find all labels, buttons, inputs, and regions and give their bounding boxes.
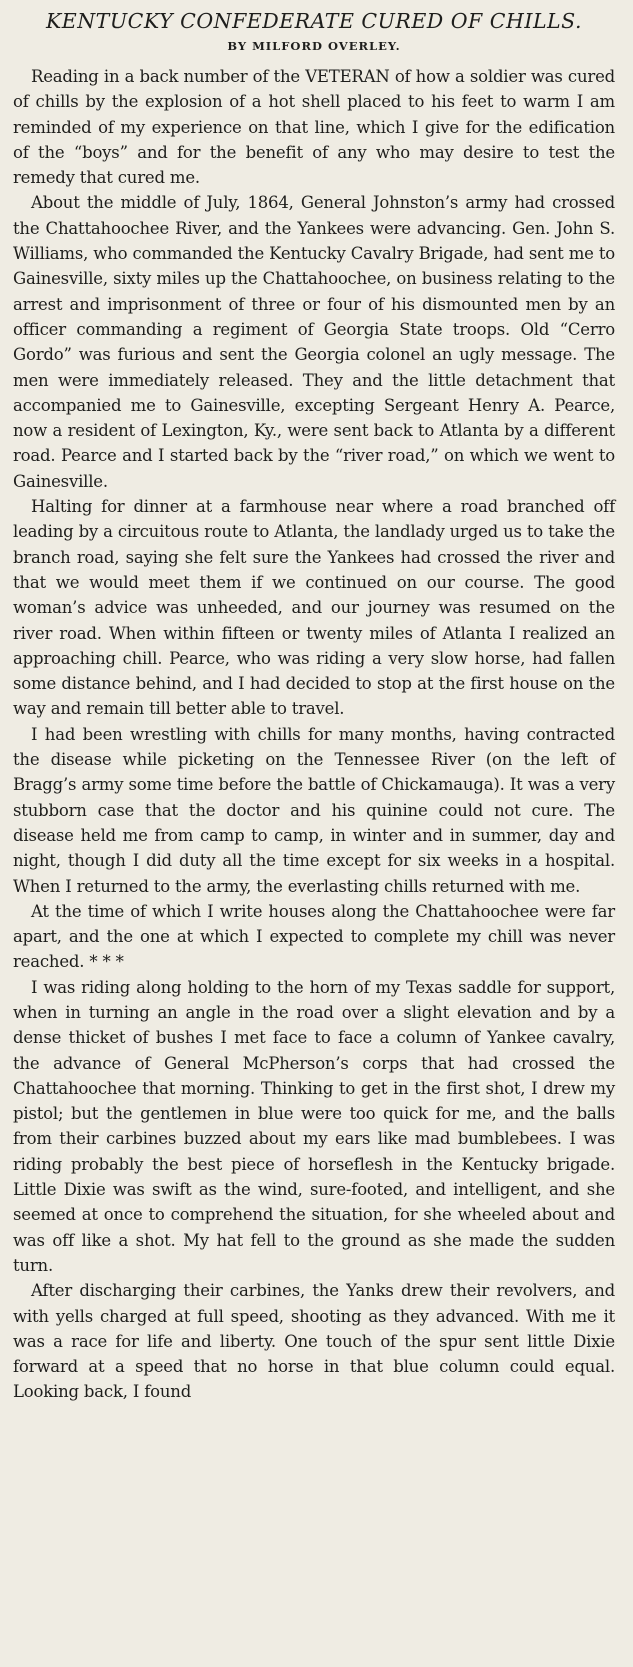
article-title: KENTUCKY CONFEDERATE CURED OF CHILLS. [45, 9, 583, 33]
paragraph: At the time of which I write houses along the Chattahoochee were far apart, and the one at which I expected to complete my chill was never reached. * * * [13, 901, 615, 972]
paragraph: I was riding along holding to the horn of my Texas saddle for support, when in turning an angle in the road over a slight elevation and by a dense thicket of bushes I met face to face a column of Yankee cavalry, the advance of General McPherson’s corps that had crossed the Chattahoochee that morning. Thinking to get in the first shot, I drew my pistol; but the gentlemen in blue were too quick for me, and the balls from their carbines buzzed about my ears like mad bumblebees. I was riding probably the best piece of horseflesh in the Kentucky brigade. Little Dixie was swift as the wind, sure-footed, and intelligent, and she seemed at once to comprehend the situation, for she wheeled about and was off like a shot. My hat fell to the ground as she made the sudden turn. [13, 977, 615, 1275]
paragraph: Halting for dinner at a farmhouse near where a road branched off leading by a circuitous route to Atlanta, the landlady urged us to take the branch road, saying she felt sure the Yankees had crossed the river and that we would meet them if we continued on our course. The good woman’s advice was unheeded, and our journey was resumed on the river road. When within fifteen or twenty miles of Atlanta I realized an approaching chill. Pearce, who was riding a very slow horse, had fallen some distance behind, and I had decided to stop at the first house on the way and remain till better able to travel. [13, 497, 615, 719]
article-body [13, 64, 615, 1405]
article-byline: BY MILFORD OVERLEY. [227, 39, 401, 53]
paragraph: After discharging their carbines, the Yanks drew their revolvers, and with yells charged at full speed, shooting as they advanced. With me it was a race for life and liberty. One touch of the spur sent little Dixie forward at a speed that no horse in that blue column could equal. Looking back, I found [13, 1281, 615, 1402]
paragraph: Reading in a back number of the VETERAN of how a soldier was cured of chills by the explosion of a hot shell placed to his feet to warm I am reminded of my experience on that line, which I give for the edification of the “boys” and for the benefit of any who may desire to test the remedy that cured me. [13, 67, 615, 188]
paragraph: About the middle of July, 1864, General Johnston’s army had crossed the Chattahoochee River, and the Yankees were advancing. Gen. John S. Williams, who commanded the Kentucky Cavalry Brigade, had sent me to Gainesville, sixty miles up the Chattahoochee, on business relating to the arrest and imprisonment of three or four of his dismounted men by an officer commanding a regiment of Georgia State troops. Old “Cerro Gordo” was furious and sent the Georgia colonel an ugly message. The men were immediately released. They and the little detachment that accompanied me to Gainesville, excepting Sergeant Henry A. Pearce, now a resident of Lexington, Ky., were sent back to Atlanta by a different road. Pearce and I started back by the “river road,” on which we went to Gainesville. [13, 193, 615, 491]
paragraph: I had been wrestling with chills for many months, having contracted the disease while picketing on the Tennessee River (on the left of Bragg’s army some time before the battle of Chickamauga). It was a very stubborn case that the doctor and his quinine could not cure. The disease held me from camp to camp, in winter and in summer, day and night, though I did duty all the time except for six weeks in a hospital. When I returned to the army, the everlasting chills returned with me. [13, 724, 615, 896]
